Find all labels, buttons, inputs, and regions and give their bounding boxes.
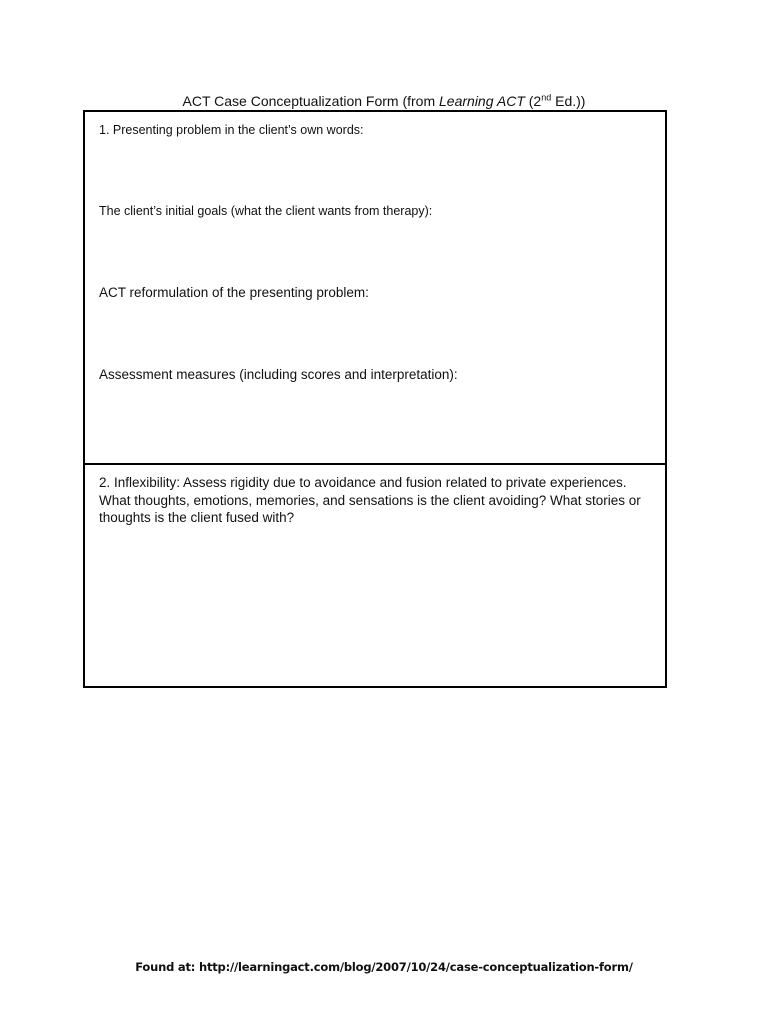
title-prefix: ACT Case Conceptualization Form (from — [182, 93, 440, 109]
presenting-problem-label: 1. Presenting problem in the client’s own words: — [99, 123, 364, 137]
section-2-box[interactable] — [85, 465, 665, 686]
title-book-name: Learning ACT — [439, 93, 525, 109]
form-title — [0, 92, 768, 110]
inflexibility-prompt: 2. Inflexibility: Assess rigidity due to avoidance and fusion related to private experiences. What thoughts, emotions, memories, and sensations is the client avoiding? What stories or thoughts is the client fused with? — [99, 475, 641, 525]
source-footer: Found at: http://learningact.com/blog/2007/10/24/case-conceptualization-form/ — [135, 960, 633, 974]
title-edition-superscript: nd — [541, 92, 552, 103]
form-table — [83, 110, 667, 688]
assessment-measures-label: Assessment measures (including scores and interpretation): — [99, 367, 458, 382]
title-edition-close: Ed.)) — [551, 93, 586, 109]
initial-goals-label: The client’s initial goals (what the client wants from therapy): — [99, 204, 433, 218]
act-reformulation-label: ACT reformulation of the presenting problem: — [99, 285, 369, 300]
section-1-box[interactable] — [85, 112, 665, 465]
title-edition-open: (2 — [524, 93, 542, 109]
